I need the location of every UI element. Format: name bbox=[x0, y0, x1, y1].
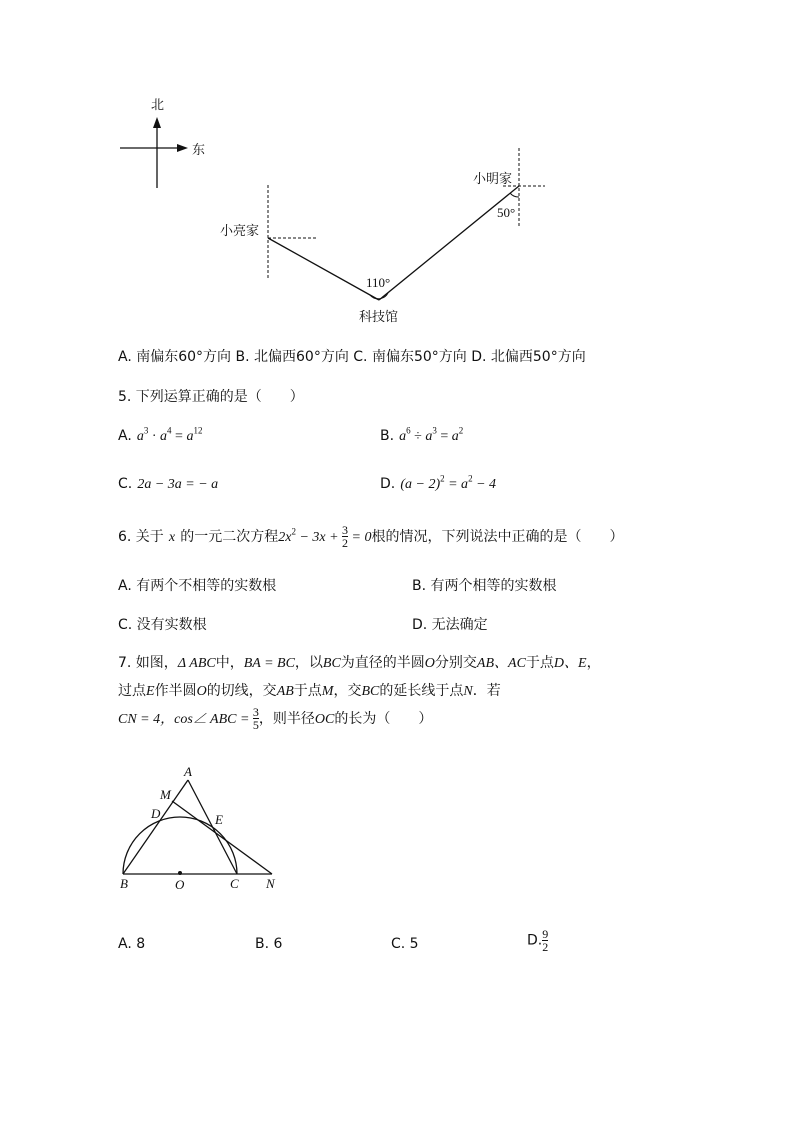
angle-50-label: 50° bbox=[497, 205, 516, 220]
q5-option-a: A. $a^3 \cdot a^4 = a^{12}$ bbox=[118, 425, 203, 444]
q6-stem: 6. 关于 x 的一元二次方程$2x^2 - 3x$ + $\frac{3}{2}$ = 0根的情况，下列说法中正确的是（ ） bbox=[118, 523, 624, 550]
q6-fraction: $\frac{3}{2}$ bbox=[342, 523, 349, 550]
q7-option-b: B. 6 bbox=[255, 936, 283, 952]
angle-50-arc bbox=[510, 193, 519, 197]
q7-option-a: A. 8 bbox=[118, 936, 146, 952]
q6-option-b: B. 有两个相等的实数根 bbox=[412, 578, 557, 594]
path-xiaoliang-to-museum bbox=[268, 238, 379, 300]
xiaoliang-home-label: 小亮家 bbox=[220, 224, 260, 239]
compass-east-label: 东 bbox=[192, 143, 206, 158]
q7-label-n: N bbox=[266, 876, 275, 891]
compass-north-arrow-icon bbox=[153, 117, 161, 128]
q7-label-c: C bbox=[230, 876, 239, 891]
angle-110-label: 110° bbox=[366, 275, 391, 290]
q7-label-o: O bbox=[175, 877, 185, 892]
q7-label-a: A bbox=[184, 764, 192, 779]
xiaoming-home-label: 小明家 bbox=[473, 172, 513, 187]
q7-stem-line3: CN = 4，cos∠ ABC = $\frac{3}{5}$ ，则半径OC的长为（ ） bbox=[118, 705, 433, 732]
q7-label-d: D bbox=[151, 806, 161, 821]
q5-option-d: D. $(a - 2)^2 = a^2 - 4$ bbox=[380, 473, 497, 492]
q7-option-d: D. $\frac{9}{2}$ bbox=[527, 927, 549, 954]
q6-option-d: D. 无法确定 bbox=[412, 617, 488, 633]
q7-label-b: B bbox=[120, 876, 128, 891]
q7-label-m: M bbox=[160, 787, 171, 802]
q5-stem: 5. 下列运算正确的是（ ） bbox=[118, 389, 304, 405]
q6-option-c: C. 没有实数根 bbox=[118, 617, 207, 633]
q7-stem-line1: 7. 如图，Δ ABC中，BA = BC，以BC为直径的半圆O分别交AB、AC于点D、E， bbox=[118, 655, 601, 671]
q4-options: A. 南偏东60°方向 B. 北偏西60°方向 C. 南偏东50°方向 D. 北偏西50°方向 bbox=[118, 349, 586, 365]
q7-fraction: $\frac{3}{5}$ bbox=[252, 705, 259, 732]
q7-stem-line2: 过点E作半圆O的切线，交AB于点M，交BC的延长线于点N．若 bbox=[118, 683, 501, 699]
compass-north-label: 北 bbox=[151, 98, 165, 113]
q5-option-c: C. 2a − 3a = − a bbox=[118, 476, 219, 492]
compass-east-arrow-icon bbox=[177, 144, 188, 152]
q7-label-e: E bbox=[215, 812, 223, 827]
path-museum-to-xiaoming bbox=[379, 186, 519, 300]
center-o-dot bbox=[178, 871, 182, 875]
segment-ba bbox=[123, 780, 188, 874]
segment-ac bbox=[188, 780, 237, 874]
q5-option-b: B. $a^6 \div a^3 = a^2$ bbox=[380, 425, 464, 444]
q7-figure bbox=[123, 780, 272, 875]
q6-option-a: A. 有两个不相等的实数根 bbox=[118, 578, 277, 594]
q7-option-c: C. 5 bbox=[391, 936, 419, 952]
tech-museum-label: 科技馆 bbox=[359, 310, 399, 325]
